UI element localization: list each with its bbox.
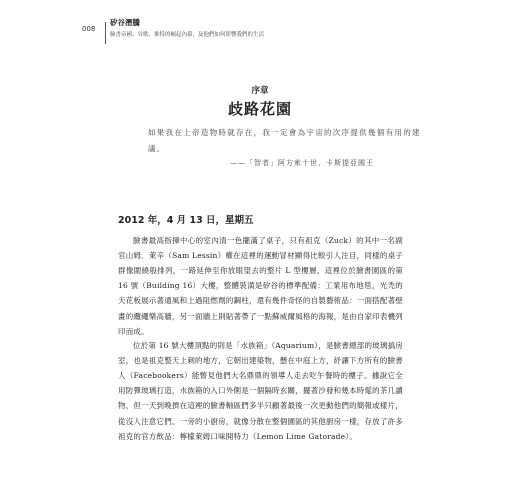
epigraph-text: 如果我在上帝造物時就存在，我一定會為宇宙的次序提供幾個有用的建議。 xyxy=(148,128,421,153)
body-paragraph: 臉書最高指揮中心的室內清一色擺滿了桌子，只有祖克（Zuck）的其中一名副官山姆．萊辛（Sam Lessin）權在這裡的運動冒材顯得比較引人注目，同樣的桌子群像圍繞般排列，一路延伸至你放眼望去的整片 L 型樓層，這裡位於臉書園區的第 16 號（Building 16）大樓，整體裝潢是矽谷的標準配備：工業用布地毯，光禿的天花板展示著通風和上過阻燃劑的鋼柱，還有幾件奇怪的自製藝術品：一面搭配著壁畫的纜繩樂高牆，另一面牆上則貼著帶了一點蘇威爾風格的海報，是由自家印表機列印而成。 xyxy=(118,235,403,336)
book-subtitle: 臉書帝國、谷歌、推特的崛起內幕，及他們如何影響我們的生活 xyxy=(110,32,265,38)
book-title: 矽谷潛騰 xyxy=(110,18,140,27)
running-header xyxy=(82,12,502,46)
body-paragraph: 位於第 16 號大樓頂點的則是「水族箱」（Aquarium），是臉書總部的玻璃搞房室，也是祖克整天上刺的地方，它朝出建築物，懸在中庭上方，紓讓下方所有的臉書人（Facebookers）能瞥見他們大名鼎鼎的領導人走去吃午餐時的樓子。據說它全用防彈玻璃打造，水族箱的入口外側是一個隔時玄關，擺著沙發和幾本時髦的茶几讀物，但一天到晚擠在這裡的臉書軸區們多半只顧著最後一次更動他們的簡報或樣片，從沒人注意它們。一旁的小廚房，就像分散在整個園區的其他廚房一樣，存放了許多祖克的官方飲品：檸檬萊姆口味開特力（Lemon Lime Gatorade）。 xyxy=(118,340,403,441)
header-divider xyxy=(105,22,106,44)
entry-date-heading: 2012 年，4 月 13 日，星期五 xyxy=(118,215,254,226)
chapter-label: 序章 xyxy=(251,86,269,96)
chapter-title: 歧路花園 xyxy=(227,100,292,118)
epigraph-attribution: ——「智者」阿方索十世，卡斯提亞國王 xyxy=(230,159,374,167)
page-number: 008 xyxy=(82,25,96,33)
